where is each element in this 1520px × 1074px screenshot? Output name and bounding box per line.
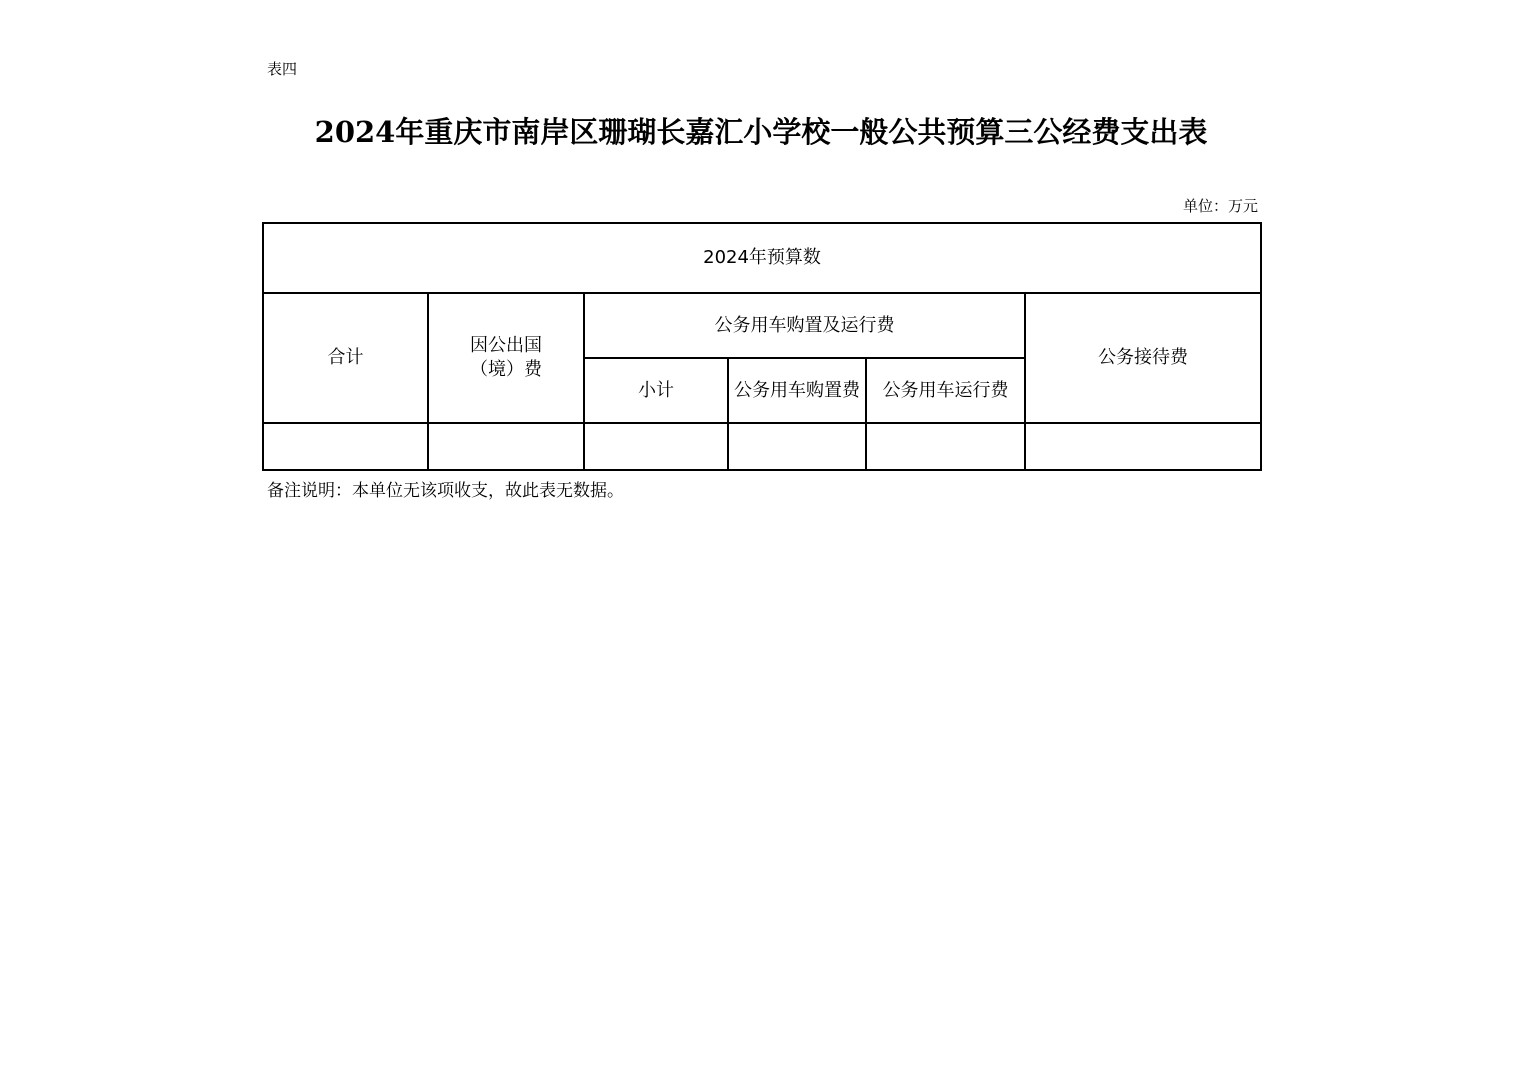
budget-table	[262, 222, 1262, 471]
table-label: 表四	[267, 60, 298, 78]
document-title: 2024年重庆市南岸区珊瑚长嘉汇小学校一般公共预算三公经费支出表	[314, 115, 1208, 149]
header-total: 合计	[263, 293, 428, 423]
cell-vehicle-operation	[866, 423, 1025, 470]
cell-reception	[1025, 423, 1261, 470]
header-vehicle-group: 公务用车购置及运行费	[584, 293, 1025, 358]
header-reception: 公务接待费	[1025, 293, 1261, 423]
cell-vehicle-purchase	[728, 423, 866, 470]
header-subtotal: 小计	[584, 358, 728, 423]
unit-label: 单位：万元	[1182, 197, 1258, 215]
header-budget-year: 2024年预算数	[263, 223, 1261, 293]
table-subheader-row	[263, 293, 1261, 358]
table-note: 备注说明：本单位无该项收支，故此表无数据。	[267, 481, 624, 501]
table-header-row	[263, 223, 1261, 293]
table-row	[263, 423, 1261, 470]
header-abroad: 因公出国（境）费	[428, 293, 584, 423]
cell-subtotal	[584, 423, 728, 470]
cell-total	[263, 423, 428, 470]
cell-abroad	[428, 423, 584, 470]
header-vehicle-purchase: 公务用车购置费	[728, 358, 866, 423]
header-vehicle-operation: 公务用车运行费	[866, 358, 1025, 423]
